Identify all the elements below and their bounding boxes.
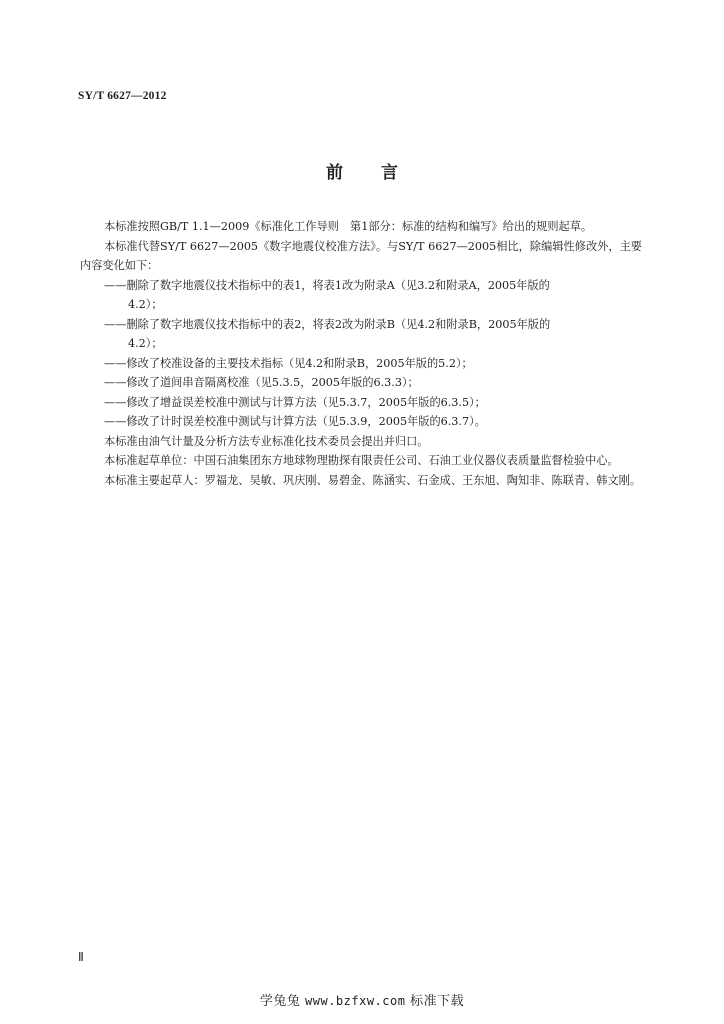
paragraph-drafters: 本标准主要起草人：罗福龙、吴敏、巩庆刚、易碧金、陈涵实、石金成、王东旭、陶知非、陈联青、韩文刚。 — [104, 473, 642, 487]
paragraph-drafting-units: 本标准起草单位：中国石油集团东方地球物理勘探有限责任公司、石油工业仪器仪表质量监督检验中心。 — [104, 454, 619, 467]
list-item-text: ——修改了增益误差校准中测试与计算方法（见5.3.7，2005年版的6.3.5）； — [104, 395, 486, 409]
paragraph-proposer: 本标准由油气计量及分析方法专业标准化技术委员会提出并归口。 — [104, 434, 429, 448]
standard-code: SY/T 6627—2012 — [78, 90, 167, 102]
title-char-1: 前 — [326, 163, 343, 183]
footer-tagline: 标准下载 — [410, 994, 465, 1009]
list-item — [80, 412, 642, 432]
foreword-body — [80, 217, 642, 490]
list-item-text: ——修改了道间串音隔离校准（见5.3.5，2005年版的6.3.3）； — [104, 376, 419, 389]
list-item — [80, 276, 642, 315]
list-item-continuation: 4.2）； — [128, 337, 163, 350]
list-item — [80, 315, 642, 354]
list-item — [80, 393, 642, 413]
paragraph-drafting-rules: 本标准按照GB/T 1.1—2009《标准化工作导则 第1部分：标准的结构和编写》给出的规则起草。 — [104, 220, 593, 233]
list-item-text: ——修改了校准设备的主要技术指标（见4.2和附录B，2005年版的5.2）； — [104, 356, 473, 370]
list-item-text: ——删除了数字地震仪技术指标中的表1，将表1改为附录A（见3.2和附录A，2005年版的 — [104, 278, 550, 292]
list-item — [80, 373, 642, 393]
list-item — [80, 354, 642, 374]
footer-site-name: 学兔兔 — [259, 994, 301, 1009]
page-title — [0, 158, 724, 183]
paragraph-replacement: 本标准代替SY/T 6627—2005《数字地震仪校准方法》。与SY/T 6627—2005相比，除编辑性修改外，主要内容变化如下： — [80, 239, 642, 272]
page-number: Ⅱ — [78, 950, 84, 964]
list-item-text: ——修改了计时误差校准中测试与计算方法（见5.3.9，2005年版的6.3.7）。 — [104, 415, 486, 428]
list-item-continuation: 4.2）； — [128, 298, 163, 311]
footer-url[interactable]: www.bzfxw.com — [305, 994, 406, 1008]
list-item-text: ——删除了数字地震仪技术指标中的表2，将表2改为附录B（见4.2和附录B，2005年版的 — [104, 317, 551, 331]
watermark-footer — [0, 990, 724, 1009]
title-char-2: 言 — [381, 163, 398, 183]
